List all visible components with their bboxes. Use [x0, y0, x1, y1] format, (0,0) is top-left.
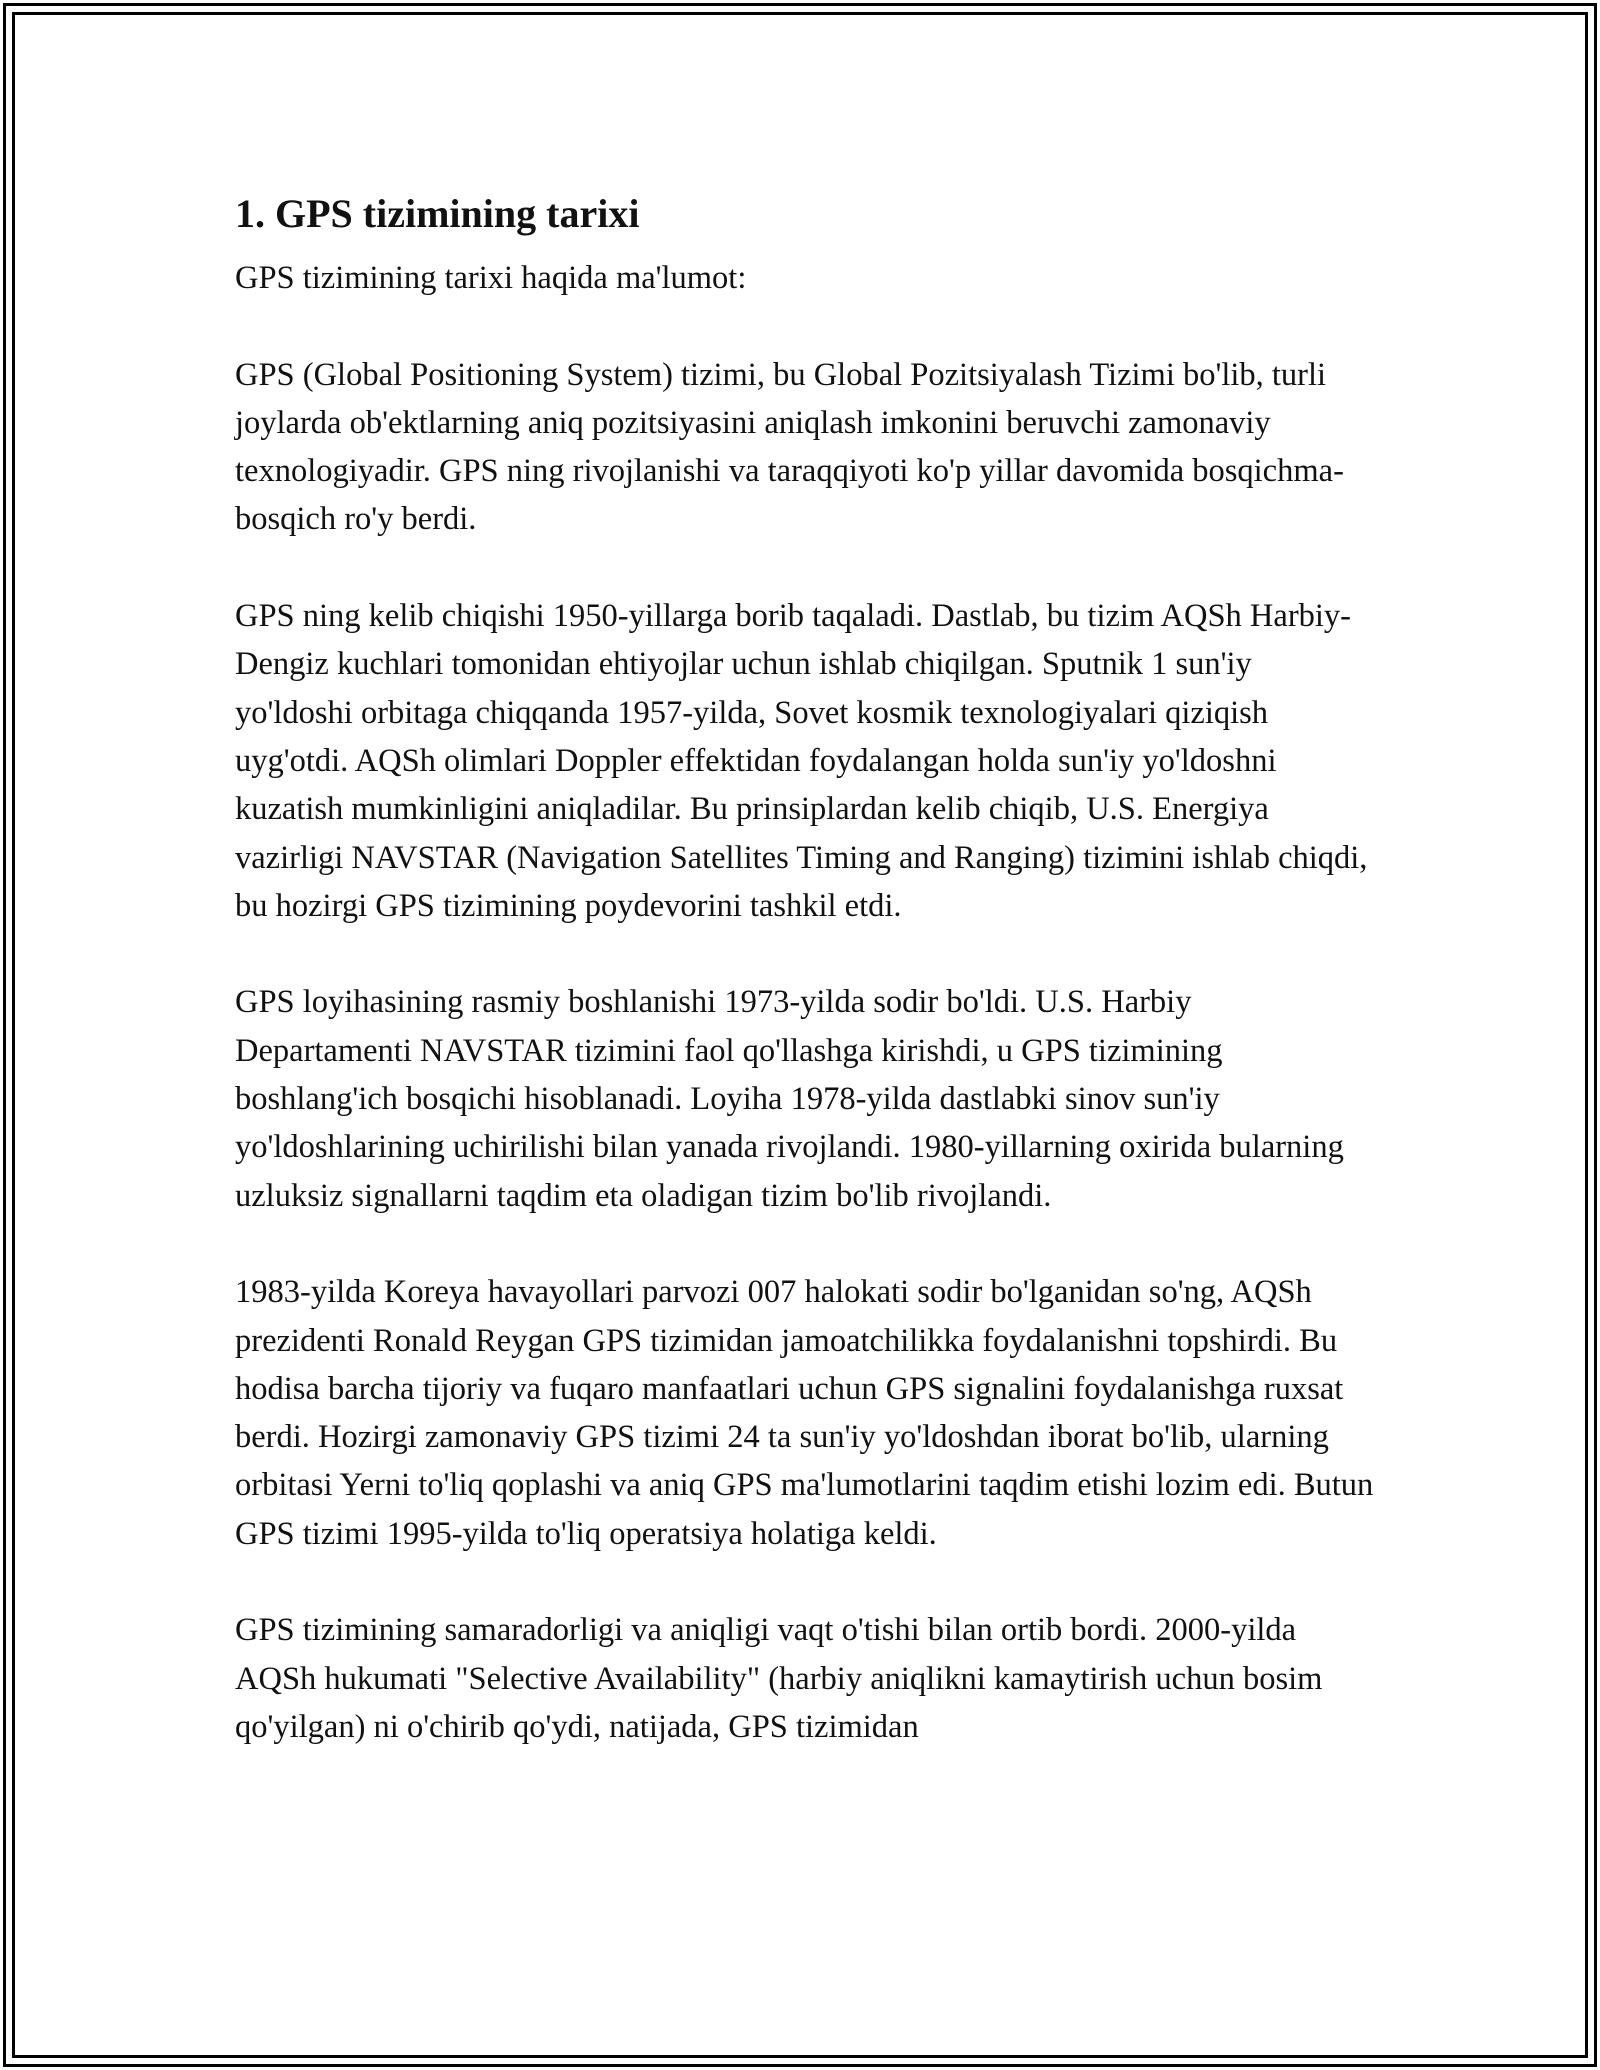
paragraph-definition: GPS (Global Positioning System) tizimi, bu Global Pozitsiyalash Tizimi bo'lib, turli joylarda ob'ektlarning aniq pozitsiyasini aniqlash imkonini beruvchi zamonaviy texnologiyadir. GPS ning rivojlanishi va taraqqiyoti ko'p yillar davomida bosqichma-bosqich ro'y berdi.	[235, 356, 1344, 538]
section-title: 1. GPS tizimining tarixi	[235, 191, 640, 236]
paragraph-intro: GPS tizimining tarixi haqida ma'lumot:	[235, 260, 747, 296]
paragraph-origins: GPS ning kelib chiqishi 1950-yillarga borib taqaladi. Dastlab, bu tizim AQSh Harbiy-Dengiz kuchlari tomonidan ehtiyojlar uchun ishlab chiqilgan. Sputnik 1 sun'iy yo'ldoshi orbitaga chiqqanda 1957-yilda, Sovet kosmik texnologiyalari qiziqish uyg'otdi. AQSh olimlari Doppler effektidan foydalangan holda sun'iy yo'ldoshni kuzatish mumkinligini aniqladilar. Bu prinsiplardan kelib chiqib, U.S. Energiya vazirligi NAVSTAR (Navigation Satellites Timing and Ranging) tizimini ishlab chiqdi, bu hozirgi GPS tizimining poydevorini tashkil etdi.	[235, 598, 1368, 924]
document-body	[235, 182, 1375, 1800]
paragraph-official-start: GPS loyihasining rasmiy boshlanishi 1973-yilda sodir bo'ldi. U.S. Harbiy Departamenti NAVSTAR tizimini faol qo'llashga kirishdi, u GPS tizimining boshlang'ich bosqichi hisoblanadi. Loyiha 1978-yilda dastlabki sinov sun'iy yo'ldoshlarining uchirilishi bilan yanada rivojlandi. 1980-yillarning oxirida bularning uzluksiz signallarni taqdim eta oladigan tizim bo'lib rivojlandi.	[235, 984, 1344, 1214]
paragraph-public-access: 1983-yilda Koreya havayollari parvozi 007 halokati sodir bo'lganidan so'ng, AQSh prezidenti Ronald Reygan GPS tizimidan jamoatchilikka foydalanishni topshirdi. Bu hodisa barcha tijoriy va fuqaro manfaatlari uchun GPS signalini foydalanishga ruxsat berdi. Hozirgi zamonaviy GPS tizimi 24 ta sun'iy yo'ldoshdan iborat bo'lib, ularning orbitasi Yerni to'liq qoplashi va aniq GPS ma'lumotlarini taqdim etishi lozim edi. Butun GPS tizimi 1995-yilda to'liq operatsiya holatiga keldi.	[235, 1274, 1374, 1552]
paragraph-accuracy: GPS tizimining samaradorligi va aniqligi vaqt o'tishi bilan ortib bordi. 2000-yilda AQSh hukumati "Selective Availability" (harbiy aniqlikni kamaytirish uchun bosim qo'yilgan) ni o'chirib qo'ydi, natijada, GPS tizimidan	[235, 1612, 1323, 1745]
